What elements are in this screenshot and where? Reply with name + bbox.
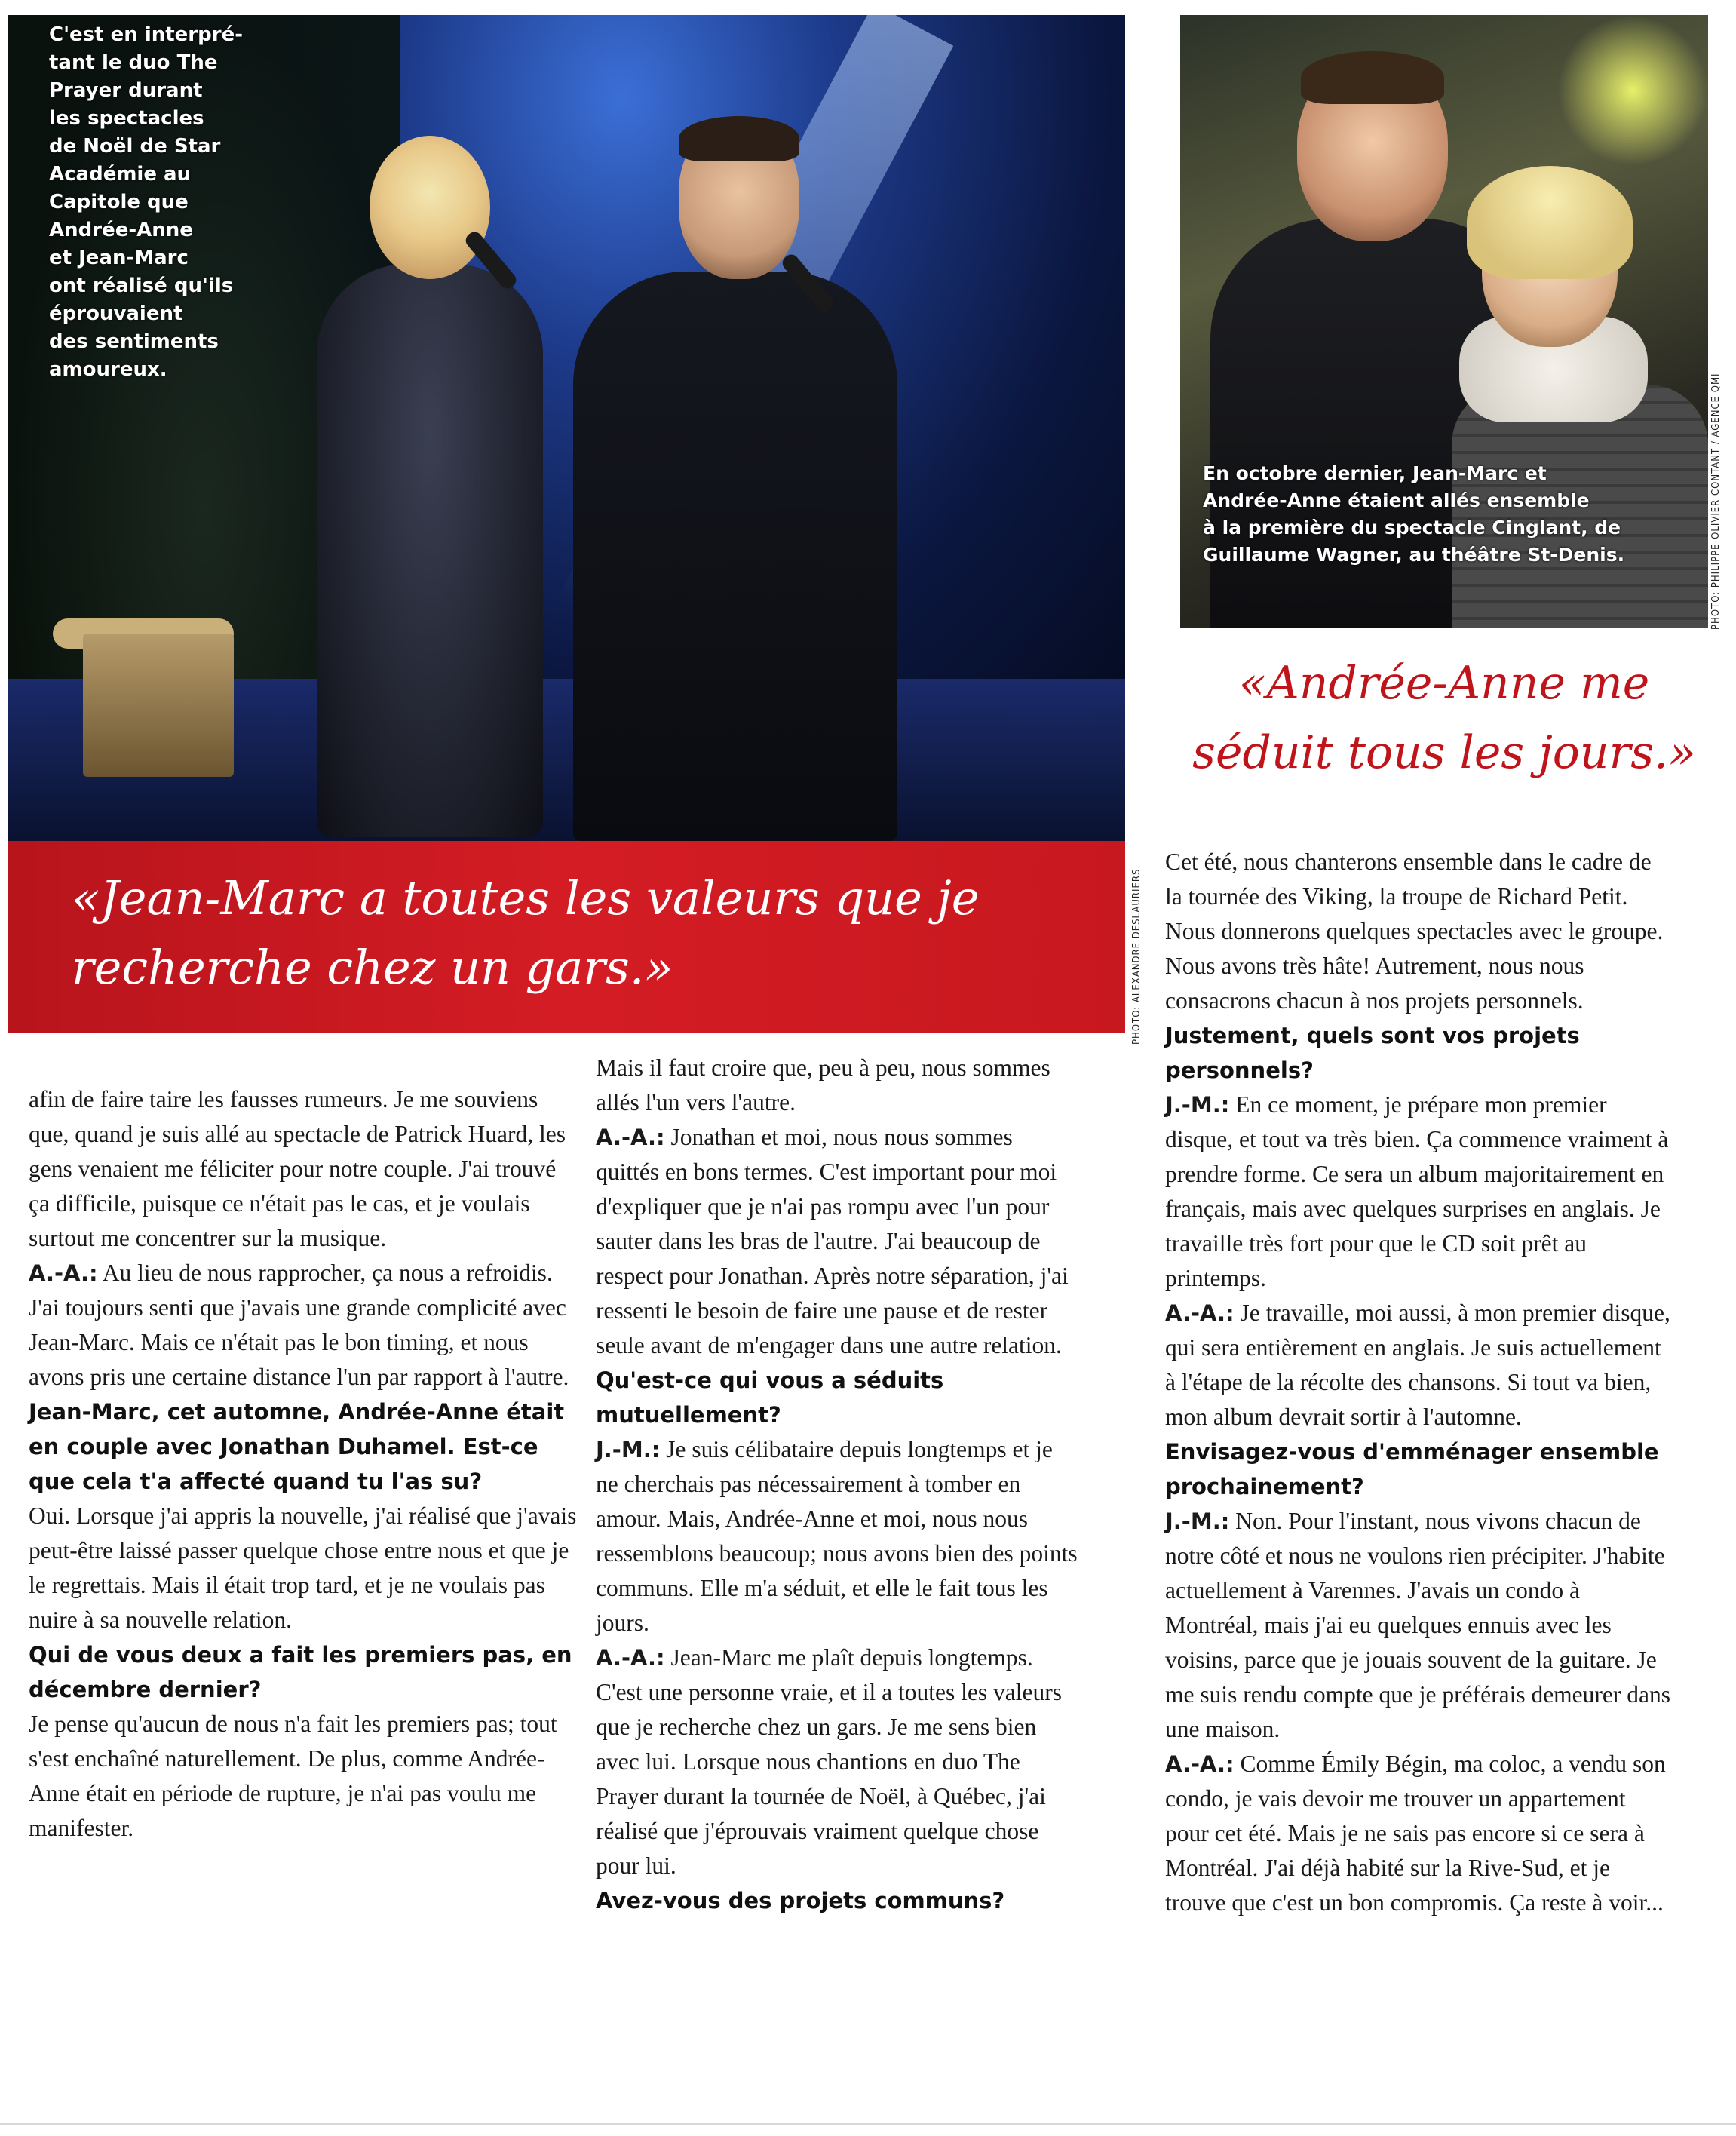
- interview-answer: [1165, 1296, 1670, 1435]
- speaker-label: J.-M.:: [596, 1437, 661, 1462]
- gift-box: [83, 634, 234, 777]
- body-paragraph: Mais il faut croire que, peu à peu, nous sommes allés l'un vers l'autre.: [596, 1054, 1050, 1116]
- interview-answer: [29, 1256, 583, 1395]
- speaker-label: A.-A.:: [1165, 1751, 1235, 1777]
- answer-text: Comme Émily Bégin, ma coloc, a vendu son condo, je vais devoir me trouver un appartement pour cet été. Mais je ne sais pas encore si ce sera à Montréal. J'ai déjà habité sur la Rive-Sud, et je trouve que c'est un bon compromis. Ça reste à voir...: [1165, 1751, 1666, 1916]
- body-paragraph: Cet été, nous chanterons ensemble dans le cadre de la tournée des Viking, la troupe de Richard Petit. Nous donnerons quelques spectacles avec le groupe. Nous avons très hâte! Autrement, nous nous consacrons chacun à nos projets personnels.: [1165, 849, 1664, 1014]
- speaker-label: A.-A.:: [596, 1645, 665, 1671]
- article-column-2: [596, 1051, 1078, 1918]
- interview-answer: [1165, 1504, 1670, 1747]
- interview-question: Justement, quels sont vos projets personnels?: [1165, 1023, 1580, 1083]
- interview-answer: [596, 1640, 1078, 1883]
- interview-answer: [596, 1432, 1078, 1640]
- singer-man: [573, 121, 897, 841]
- pull-quote-banner: [8, 841, 1125, 1033]
- interview-question: Avez-vous des projets communs?: [596, 1888, 1005, 1914]
- speaker-label: A.-A.:: [596, 1125, 665, 1150]
- speaker-label: J.-M.:: [1165, 1092, 1230, 1118]
- photo-credit-left: PHOTO: ALEXANDRE DESLAURIERS: [1131, 868, 1143, 1045]
- answer-text: Jean-Marc me plaît depuis longtemps. C'est une personne vraie, et il a toutes les valeurs que je recherche chez un gars. Je me sens bien avec lui. Lorsque nous chantions en duo The Prayer durant la tournée de Noël, à Québec, j'ai réalisé que j'éprouvais vraiment quelque chose pour lui.: [596, 1644, 1062, 1879]
- answer-text: Je travaille, moi aussi, à mon premier disque, qui sera entièrement en anglais. Je suis actuellement à l'étape de la récolte des chansons. Si tout va bien, mon album devrait sortir à l'automne.: [1165, 1300, 1670, 1430]
- interview-question: Jean-Marc, cet automne, Andrée-Anne était en couple avec Jonathan Duhamel. Est-ce que cela t'a affecté quand tu l'as su?: [29, 1399, 565, 1494]
- page-bottom-rule: [0, 2123, 1736, 2125]
- background-lights: [1557, 15, 1708, 166]
- interview-question: Qui de vous deux a fait les premiers pas, en décembre dernier?: [29, 1642, 572, 1702]
- body-paragraph: Oui. Lorsque j'ai appris la nouvelle, j'ai réalisé que j'avais peut-être laissé passer quelque chose entre nous et que je le regrettais. Mais il était trop tard, et je ne voulais pas nuire à sa nouvelle relation.: [29, 1502, 577, 1633]
- singer-woman: [309, 136, 581, 837]
- banner-quote: «Jean-Marc a toutes les valeurs que je recherche chez un gars.»: [72, 870, 980, 995]
- speaker-label: A.-A.:: [1165, 1300, 1235, 1326]
- speaker-label: J.-M.:: [1165, 1508, 1230, 1534]
- article-column-1: [29, 1082, 583, 1846]
- interview-answer: [1165, 1747, 1670, 1920]
- answer-text: Jonathan et moi, nous nous sommes quittés en bons termes. C'est important pour moi d'expliquer que je n'ai pas rompu avec l'un pour sauter dans les bras de l'autre. J'ai beaucoup de respect pour Jonathan. Après notre séparation, j'ai ressenti le besoin de faire une pause et de rester seule avant de m'engager dans une autre relation.: [596, 1124, 1069, 1358]
- stage-photo-caption: C'est en interpré- tant le duo The Prayer durant les spectacles de Noël de Star Académie au Capitole que Andrée-Anne et Jean-Marc ont réalisé qu'ils éprouvaient des sentiments amoureux.: [49, 23, 243, 381]
- interview-answer: [1165, 1088, 1670, 1296]
- premiere-photo: [1180, 15, 1708, 628]
- interview-answer: [596, 1120, 1078, 1363]
- interview-question: Qu'est-ce qui vous a séduits mutuellement?: [596, 1367, 944, 1428]
- body-paragraph: Je pense qu'aucun de nous n'a fait les premiers pas; tout s'est enchaîné naturellement. De plus, comme Andrée-Anne était en période de rupture, je n'ai pas voulu me manifester.: [29, 1711, 557, 1841]
- body-paragraph: afin de faire taire les fausses rumeurs. Je me souviens que, quand je suis allé au spectacle de Patrick Huard, les gens venaient me féliciter pour notre couple. J'ai trouvé ça difficile, puisque ce n'était pas le cas, et je voulais surtout me concentrer sur la musique.: [29, 1086, 566, 1251]
- premiere-photo-caption: En octobre dernier, Jean-Marc et Andrée-Anne étaient allés ensemble à la première du spectacle Cinglant, de Guillaume Wagner, au théâtre St-Denis.: [1203, 462, 1625, 566]
- answer-text: En ce moment, je prépare mon premier disque, et tout va très bien. Ça commence vraiment à prendre forme. Ce sera un album majoritairement en français, mais avec quelques surprises en anglais. Je travaille très fort pour que le CD soit prêt au printemps.: [1165, 1091, 1669, 1291]
- answer-text: Au lieu de nous rapprocher, ça nous a refroidis. J'ai toujours senti que j'avais une grande complicité avec Jean-Marc. Mais ce n'était pas le bon timing, et nous avons pris une certaine distance l'un par rapport à l'autre.: [29, 1260, 569, 1390]
- speaker-label: A.-A.:: [29, 1260, 98, 1286]
- photo-credit-right: PHOTO: PHILIPPE-OLIVIER CONTANT / AGENCE QMI: [1710, 373, 1722, 630]
- article-column-3: [1165, 845, 1670, 1920]
- answer-text: Non. Pour l'instant, nous vivons chacun de notre côté et nous ne voulons rien précipiter. J'habite actuellement à Varennes. J'avais un condo à Montréal, mais j'ai eu quelques ennuis avec les voisins, parce que je jouais souvent de la guitare. Je me suis rendu compte que je préférais demeurer dans une maison.: [1165, 1508, 1670, 1742]
- answer-text: Je suis célibataire depuis longtemps et je ne cherchais pas nécessairement à tomber en amour. Mais, Andrée-Anne et moi, nous nous ressemblons beaucoup; nous avons bien des points communs. Elle m'a séduit, et elle le fait tous les jours.: [596, 1436, 1078, 1636]
- pull-quote-right: «Andrée-Anne me séduit tous les jours.»: [1192, 657, 1696, 779]
- stage-photo: [8, 15, 1125, 841]
- interview-question: Envisagez-vous d'emménager ensemble prochainement?: [1165, 1439, 1659, 1499]
